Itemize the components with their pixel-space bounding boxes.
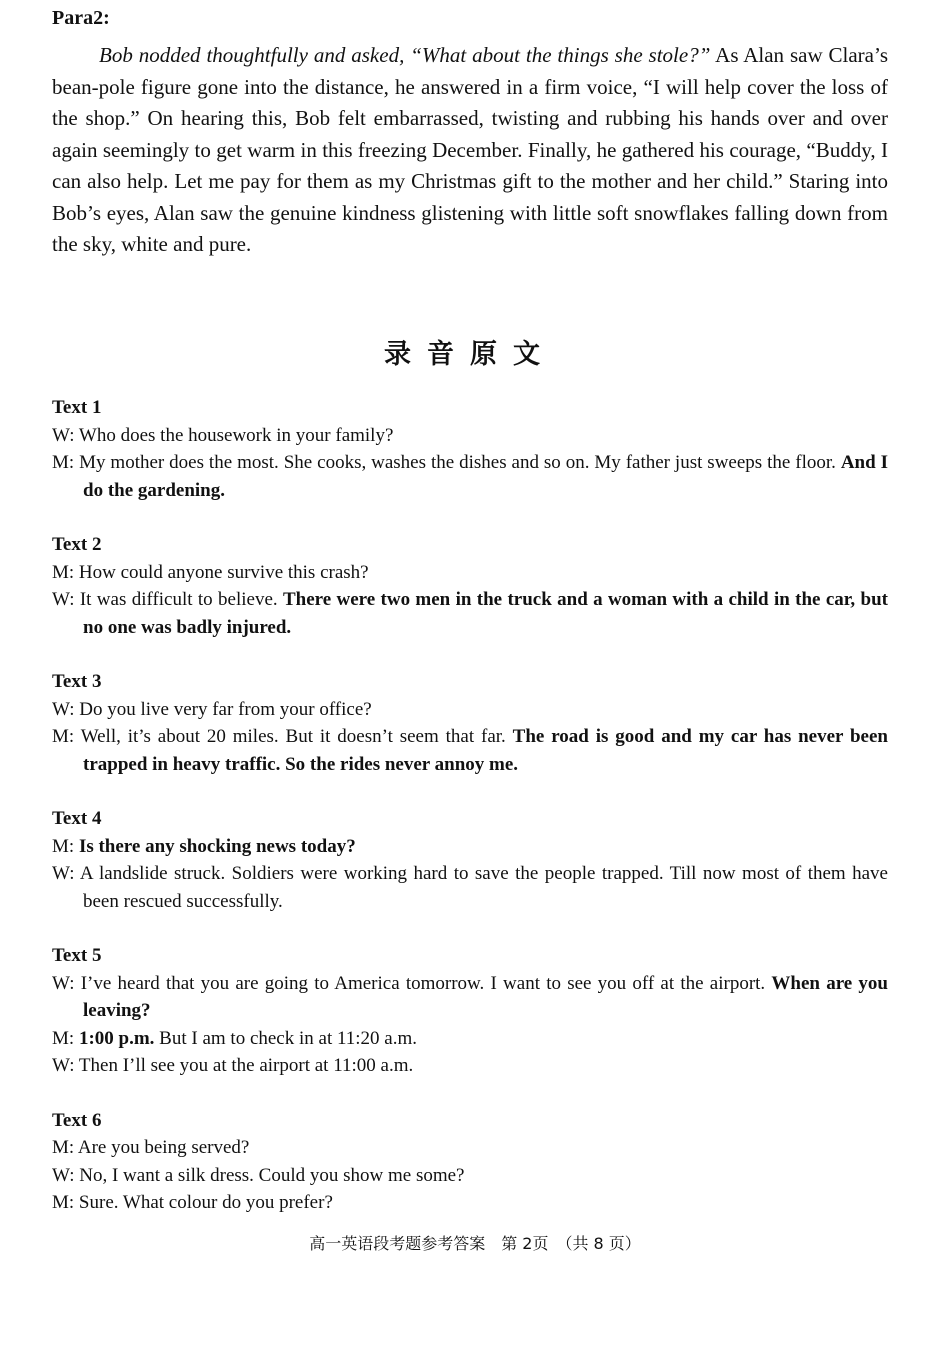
text-4-block: [52, 805, 888, 915]
text-6-line-3: M: Sure. What colour do you prefer?: [52, 1192, 333, 1213]
text-5-line-2-plain: But I am to check in at 11:20 a.m.: [154, 1027, 418, 1049]
text-3-line-2: [52, 723, 888, 778]
text-3-block: [52, 668, 888, 778]
text-6-line-1: M: Are you being served?: [52, 1137, 250, 1158]
text-4-line-1-answer: Is there any shocking news today?: [78, 835, 356, 857]
para2-paragraph: [52, 40, 888, 261]
text-5-line-1: [52, 970, 888, 1025]
text-4-line-1-speaker: M:: [52, 835, 79, 857]
text-3-line-2-answer: The road is good and my car has never been trapped in heavy traffic. So the rides never annoy me.: [83, 726, 888, 775]
para2-body-text: As Alan saw Clara’s bean-pole figure gone into the distance, he answered in a firm voice, “I will help cover the loss of the shop.” On hearing this, Bob felt embarrassed, twisting and rubbing his hands over and over again seemingly to get warm in this freezing December. Finally, he gathered his courage, “Buddy, I can also help. Let me pay for them as my Christmas gift to the mother and her child.” Staring into Bob’s eyes, Alan saw the genuine kindness glistening with little soft snowflakes falling down from the sky, white and pure.: [52, 43, 888, 256]
text-2-line-2-plain: W: It was difficult to believe.: [52, 589, 283, 610]
text-4-line-2: W: A landslide struck. Soldiers were working hard to save the people trapped. Till now most of them have been rescued successfully.: [52, 863, 888, 912]
text-5-line-3: W: Then I’ll see you at the airport at 11:00 a.m.: [52, 1055, 414, 1076]
listening-transcript: [52, 394, 888, 1244]
text-4-label: Text 4: [52, 808, 102, 829]
text-5-line-1-plain: W: I’ve heard that you are going to America tomorrow. I want to see you off at the airport.: [52, 972, 772, 994]
text-1-line-2: [52, 449, 888, 504]
text-5-label: Text 5: [52, 945, 102, 966]
text-1-line-2-plain: M: My mother does the most. She cooks, washes the dishes and so on. My father just sweeps the floor.: [52, 452, 841, 473]
text-6-line-2: W: No, I want a silk dress. Could you show me some?: [52, 1164, 465, 1186]
text-2-line-2-answer: There were two men in the truck and a woman with a child in the car, but no one was badly injured.: [83, 589, 888, 638]
text-1-block: [52, 394, 888, 504]
text-4-line-1: [52, 833, 888, 861]
text-3-line-1: W: Do you live very far from your office?: [52, 698, 372, 720]
text-5-line-2: [52, 1025, 888, 1053]
text-2-block: [52, 531, 888, 641]
para2-heading: Para2:: [52, 7, 110, 29]
text-1-line-1: W: Who does the housework in your family?: [52, 424, 394, 446]
text-1-label: Text 1: [52, 397, 102, 418]
page-footer: 高一英语段考题参考答案 第 2页 （共 8 页）: [309, 1234, 641, 1253]
text-1-line-2-answer: And I do the gardening.: [83, 452, 889, 501]
text-6-block: [52, 1107, 888, 1217]
text-2-line-2: [52, 586, 888, 641]
text-5-block: [52, 942, 888, 1080]
para2-italic-start: Bob nodded thoughtfully and asked, “What about the things she stole?”: [99, 43, 711, 67]
section-title: 录音原文: [384, 339, 556, 370]
text-5-line-2-answer: 1:00 p.m.: [78, 1027, 155, 1049]
text-5-line-1-answer: When are you leaving?: [83, 972, 888, 1021]
text-6-label: Text 6: [52, 1109, 102, 1131]
text-5-line-2-speaker: M:: [52, 1027, 79, 1049]
text-2-line-1: M: How could anyone survive this crash?: [52, 561, 369, 583]
text-3-label: Text 3: [52, 671, 102, 692]
text-3-line-2-plain: M: Well, it’s about 20 miles. But it doesn’t seem that far.: [52, 726, 513, 747]
text-2-label: Text 2: [52, 534, 102, 555]
